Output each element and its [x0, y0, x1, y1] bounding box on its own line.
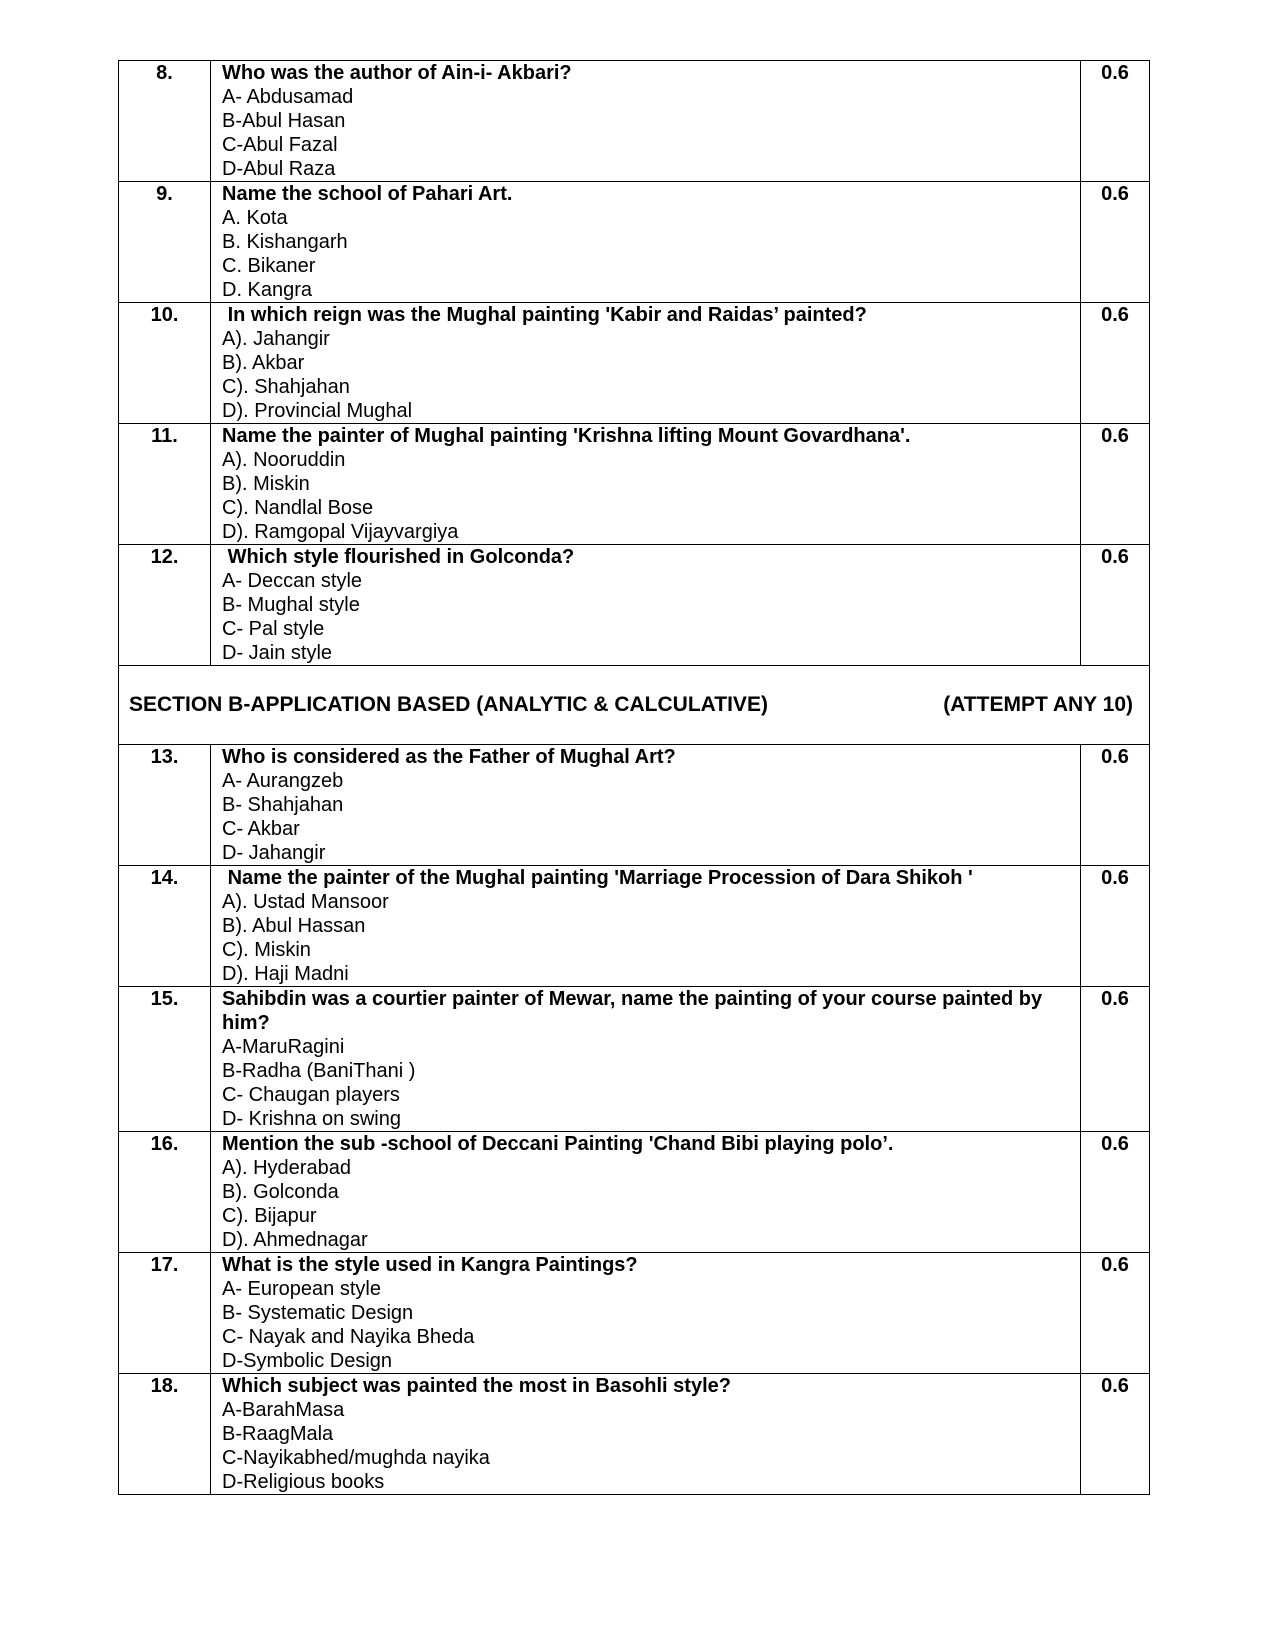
section-b-rows	[119, 745, 1150, 1495]
answer-option: A). Nooruddin	[222, 449, 346, 471]
question-text: Sahibdin was a courtier painter of Mewar, name the painting of your course painted by him?	[222, 988, 1048, 1034]
answer-option: D-Religious books	[222, 1471, 385, 1493]
question-marks: 0.6	[1081, 987, 1150, 1132]
answer-option: C- Akbar	[222, 818, 300, 840]
answer-option: A. Kota	[222, 207, 288, 229]
answer-option: B. Kishangarh	[222, 231, 348, 253]
answer-option: D). Haji Madni	[222, 963, 349, 985]
question-body	[211, 303, 1081, 424]
answer-option: C). Nandlal Bose	[222, 497, 374, 519]
question-text: Which style flourished in Golconda?	[222, 546, 575, 568]
section-b-title: SECTION B-APPLICATION BASED (ANALYTIC & CALCULATIVE)	[129, 693, 768, 716]
section-b-instruction: (ATTEMPT ANY 10)	[943, 693, 1133, 716]
answer-option: A). Hyderabad	[222, 1157, 351, 1179]
question-text: Which subject was painted the most in Basohli style?	[222, 1375, 731, 1397]
question-text: What is the style used in Kangra Paintings?	[222, 1254, 638, 1276]
question-number: 8.	[119, 61, 211, 182]
question-text: Name the painter of the Mughal painting 'Marriage Procession of Dara Shikoh '	[222, 867, 973, 889]
answer-option: A- European style	[222, 1278, 381, 1300]
answer-option: D- Jahangir	[222, 842, 326, 864]
answer-option: A- Abdusamad	[222, 86, 354, 108]
question-text: Who was the author of Ain-i- Akbari?	[222, 62, 572, 84]
question-row	[119, 1132, 1150, 1253]
answer-option: A- Deccan style	[222, 570, 363, 592]
question-text: Name the school of Pahari Art.	[222, 183, 513, 205]
answer-option: B-Radha (BaniThani )	[222, 1060, 416, 1082]
question-row	[119, 745, 1150, 866]
question-row	[119, 61, 1150, 182]
section-b-header-row	[119, 666, 1150, 745]
question-number: 18.	[119, 1374, 211, 1495]
answer-option: B). Abul Hassan	[222, 915, 366, 937]
answer-option: A- Aurangzeb	[222, 770, 344, 792]
answer-option: B- Mughal style	[222, 594, 360, 616]
question-row	[119, 1253, 1150, 1374]
answer-option: C- Pal style	[222, 618, 325, 640]
answer-option: C). Bijapur	[222, 1205, 317, 1227]
question-body	[211, 987, 1081, 1132]
question-body	[211, 866, 1081, 987]
question-text: Who is considered as the Father of Mughal Art?	[222, 746, 676, 768]
answer-option: D). Ahmednagar	[222, 1229, 368, 1251]
answer-option: B-RaagMala	[222, 1423, 334, 1445]
question-marks: 0.6	[1081, 303, 1150, 424]
question-text: Name the painter of Mughal painting 'Krishna lifting Mount Govardhana'.	[222, 425, 911, 447]
question-body	[211, 1132, 1081, 1253]
answer-option: C-Abul Fazal	[222, 134, 338, 156]
answer-option: C- Nayak and Nayika Bheda	[222, 1326, 475, 1348]
answer-option: D). Ramgopal Vijayvargiya	[222, 521, 459, 543]
answer-option: C). Miskin	[222, 939, 311, 961]
question-marks: 0.6	[1081, 424, 1150, 545]
answer-option: D- Jain style	[222, 642, 333, 664]
answer-option: D). Provincial Mughal	[222, 400, 413, 422]
question-body	[211, 745, 1081, 866]
question-number: 17.	[119, 1253, 211, 1374]
question-text: In which reign was the Mughal painting 'Kabir and Raidas’ painted?	[222, 304, 867, 326]
question-number: 13.	[119, 745, 211, 866]
answer-option: C- Chaugan players	[222, 1084, 400, 1106]
answer-option: C. Bikaner	[222, 255, 316, 277]
question-marks: 0.6	[1081, 1374, 1150, 1495]
answer-option: A-MaruRagini	[222, 1036, 345, 1058]
question-row	[119, 1374, 1150, 1495]
answer-option: D-Abul Raza	[222, 158, 336, 180]
answer-option: C-Nayikabhed/mughda nayika	[222, 1447, 490, 1469]
answer-option: B). Golconda	[222, 1181, 339, 1203]
question-body	[211, 1374, 1081, 1495]
question-table	[118, 60, 1150, 1495]
answer-option: D. Kangra	[222, 279, 313, 301]
question-number: 10.	[119, 303, 211, 424]
answer-option: B-Abul Hasan	[222, 110, 346, 132]
question-marks: 0.6	[1081, 745, 1150, 866]
question-row	[119, 182, 1150, 303]
question-row	[119, 545, 1150, 666]
answer-option: B). Akbar	[222, 352, 305, 374]
question-row	[119, 866, 1150, 987]
answer-option: B). Miskin	[222, 473, 310, 495]
question-body	[211, 424, 1081, 545]
answer-option: A-BarahMasa	[222, 1399, 345, 1421]
question-marks: 0.6	[1081, 61, 1150, 182]
answer-option: D- Krishna on swing	[222, 1108, 401, 1130]
question-number: 15.	[119, 987, 211, 1132]
question-row	[119, 303, 1150, 424]
question-marks: 0.6	[1081, 1132, 1150, 1253]
answer-option: A). Jahangir	[222, 328, 330, 350]
question-body	[211, 61, 1081, 182]
section-b-cell	[119, 666, 1150, 745]
question-marks: 0.6	[1081, 866, 1150, 987]
question-body	[211, 1253, 1081, 1374]
answer-option: A). Ustad Mansoor	[222, 891, 389, 913]
question-number: 14.	[119, 866, 211, 987]
question-row	[119, 424, 1150, 545]
question-body	[211, 545, 1081, 666]
answer-option: C). Shahjahan	[222, 376, 350, 398]
section-a-rows	[119, 61, 1150, 666]
question-marks: 0.6	[1081, 182, 1150, 303]
answer-option: D-Symbolic Design	[222, 1350, 393, 1372]
question-number: 11.	[119, 424, 211, 545]
question-number: 9.	[119, 182, 211, 303]
question-body	[211, 182, 1081, 303]
question-number: 12.	[119, 545, 211, 666]
answer-option: B- Systematic Design	[222, 1302, 414, 1324]
question-number: 16.	[119, 1132, 211, 1253]
question-marks: 0.6	[1081, 545, 1150, 666]
section-b-header	[119, 666, 1150, 745]
question-row	[119, 987, 1150, 1132]
question-text: Mention the sub -school of Deccani Painting 'Chand Bibi playing polo’.	[222, 1133, 894, 1155]
question-sheet	[118, 60, 1150, 1495]
question-marks: 0.6	[1081, 1253, 1150, 1374]
answer-option: B- Shahjahan	[222, 794, 344, 816]
